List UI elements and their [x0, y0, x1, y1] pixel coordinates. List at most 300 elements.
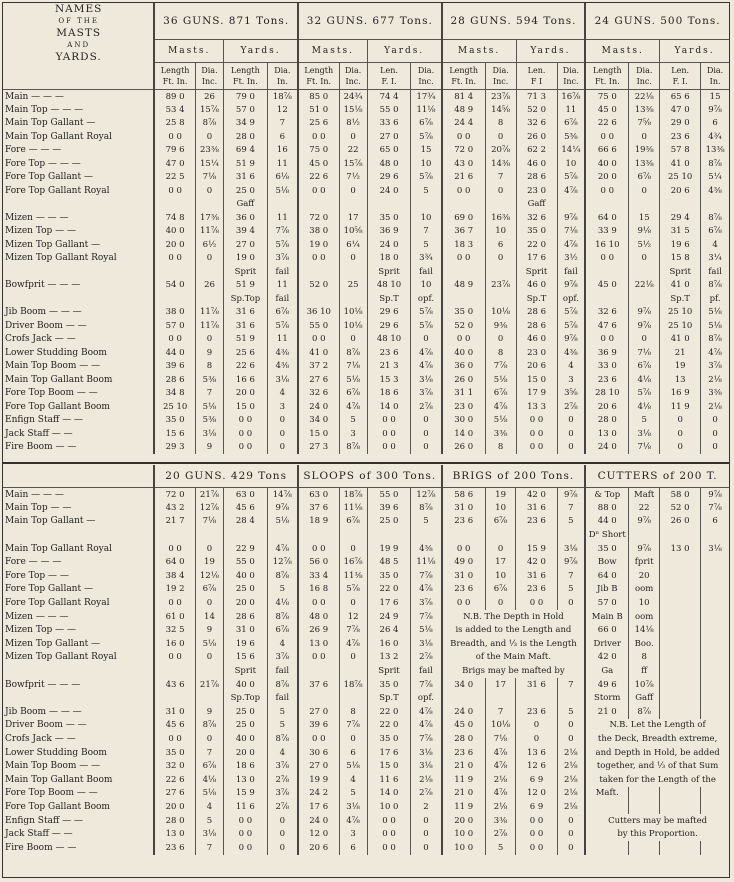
table-cell: 2⅛ — [557, 787, 585, 801]
table-cell: 5⅜ — [195, 373, 223, 387]
table-cell: 6 9 — [516, 800, 557, 814]
table-cell: 10⅛ — [339, 319, 367, 333]
table-cell: 17 9 — [516, 387, 557, 401]
table-row — [3, 333, 729, 347]
table-cell: 61 0 — [154, 610, 195, 624]
table-cell: 11 — [557, 103, 585, 117]
table-cell: 27 6 — [154, 787, 195, 801]
table-cell: Dⁿ Short — [585, 528, 629, 542]
table-cell: 22 5 — [154, 171, 195, 185]
table-cell: 25 6 — [298, 117, 339, 131]
table-row — [3, 414, 729, 428]
table-cell: 8 — [485, 346, 516, 360]
ship-class-header: 20 GUNS. 429 Tons — [154, 465, 298, 488]
table-cell: 15 — [629, 211, 660, 225]
table-cell: 9⅞ — [557, 555, 585, 569]
table-cell: 12⅛ — [195, 569, 223, 583]
table-cell: 28 4 — [224, 515, 268, 529]
table-cell: 3⅞ — [267, 787, 298, 801]
table-cell: 27 0 — [367, 130, 411, 144]
table-cell: 8⅞ — [411, 501, 442, 515]
table-cell: 23 6 — [442, 515, 486, 529]
table-cell: 4⅞ — [701, 346, 729, 360]
table-cell: 28 6 — [224, 610, 268, 624]
table-cell: 57 0 — [585, 596, 629, 610]
table-cell: 10⅞ — [629, 678, 660, 692]
table-cell — [701, 705, 729, 719]
table-cell: fail — [411, 664, 442, 678]
table-cell: 6 — [485, 238, 516, 252]
table-cell: 23 0 — [516, 346, 557, 360]
table-cell — [154, 691, 195, 705]
table-cell: 25 0 — [224, 719, 268, 733]
table-cell: 0 0 — [298, 333, 339, 347]
table-cell: 7 — [195, 387, 223, 401]
table-cell — [154, 265, 195, 279]
table-row — [3, 787, 729, 801]
table-cell: 31 0 — [224, 623, 268, 637]
table-cell: 6⅞ — [339, 387, 367, 401]
table-cell: 11⅞ — [195, 225, 223, 239]
table-cell: 27 0 — [298, 705, 339, 719]
table-cell: 0 — [557, 732, 585, 746]
table-cell — [411, 528, 442, 542]
table-cell: 10 — [411, 279, 442, 293]
table-cell: 17 6 — [298, 800, 339, 814]
table-cell: 0 — [411, 441, 442, 455]
table-cell: 5⅞ — [411, 130, 442, 144]
table-cell: 27 0 — [224, 238, 268, 252]
table-cell: 5⅞ — [339, 583, 367, 597]
table-row — [3, 542, 729, 556]
table-cell: together, and ⅓ of that Sum — [585, 759, 729, 773]
table-cell: 31 6 — [224, 319, 268, 333]
row-label: Mizen — — — — [5, 212, 69, 223]
col-length — [224, 63, 268, 90]
table-cell: 7 — [557, 678, 585, 692]
table-cell — [195, 664, 223, 678]
col-length-label: Length — [449, 66, 479, 75]
row-label: Main Top — — — [5, 502, 72, 513]
table-cell: 26 0 — [442, 441, 486, 455]
row-label: Main Top Gallant — — [5, 516, 96, 527]
table-cell: 0 0 — [298, 651, 339, 665]
table-cell: 3 — [557, 373, 585, 387]
table-cell: 23 6 — [154, 841, 195, 855]
col-unit: Inc. — [418, 77, 434, 86]
table-cell: of the Main Maft. — [442, 651, 586, 665]
table-cell: 0 — [339, 333, 367, 347]
table-cell: 25 — [339, 279, 367, 293]
table-cell: 0 0 — [154, 184, 195, 198]
row-label: Main Top Gallant Boom — [5, 774, 113, 785]
row-label: Fire Boom — — — [5, 442, 77, 453]
table-cell: 7⅞ — [411, 678, 442, 692]
table-cell: 0 0 — [154, 542, 195, 556]
table-cell: 65 6 — [660, 90, 701, 104]
table-cell: 0 0 — [298, 252, 339, 266]
table-cell: 64 0 — [585, 569, 629, 583]
table-cell: 0 — [339, 252, 367, 266]
table-cell: 17 6 — [367, 746, 411, 760]
table-cell: 0 0 — [516, 596, 557, 610]
table-cell: 4⅛ — [195, 773, 223, 787]
table-cell: 25 0 — [224, 184, 268, 198]
table-cell: 85 0 — [298, 90, 339, 104]
table-cell: 38 0 — [154, 306, 195, 320]
table-cell: the Deck, Breadth extreme, — [585, 732, 729, 746]
table-cell: 8 — [629, 651, 660, 665]
table-cell: 8 — [339, 705, 367, 719]
table-cell: 5⅞ — [557, 319, 585, 333]
row-label: Jib Boom — — — — [5, 307, 82, 318]
table-cell: 15 8 — [660, 252, 701, 266]
table-cell: 24 0 — [367, 184, 411, 198]
table-cell: 23 6 — [516, 515, 557, 529]
table-cell: 0 — [267, 841, 298, 855]
table-cell: 6⅞ — [195, 759, 223, 773]
table-cell: 15 9 — [224, 787, 268, 801]
table-cell: 7⅛ — [339, 360, 367, 374]
table-cell: 4⅞ — [557, 238, 585, 252]
table-cell: 3⅛ — [411, 746, 442, 760]
table-cell: 31 6 — [224, 306, 268, 320]
table-cell: 6¼ — [339, 238, 367, 252]
table-cell: 6 — [339, 841, 367, 855]
table-cell: is added to the Length and — [442, 623, 586, 637]
table-cell: 9 — [195, 705, 223, 719]
table-cell: 51 0 — [298, 103, 339, 117]
table-cell: 0 — [485, 542, 516, 556]
table-cell: 5 — [629, 414, 660, 428]
table-cell: 26 9 — [298, 623, 339, 637]
table-cell: 6½ — [195, 238, 223, 252]
table-cell: 20 6 — [660, 184, 701, 198]
table-cell: 34 0 — [442, 678, 486, 692]
table-cell: 21 0 — [585, 705, 629, 719]
table-cell: 45 0 — [585, 103, 629, 117]
table-cell: 13⅜ — [629, 157, 660, 171]
col-unit: Inc. — [563, 77, 579, 86]
table-cell — [557, 198, 585, 212]
table-cell: 11 6 — [224, 800, 268, 814]
table-cell: 23 6 — [442, 746, 486, 760]
col-dia — [485, 63, 516, 90]
table-cell — [154, 198, 195, 212]
table-cell: 8½ — [339, 117, 367, 131]
table-cell: Ga — [585, 664, 629, 678]
table-cell: 0 0 — [367, 827, 411, 841]
table-cell: 0 0 — [367, 414, 411, 428]
table-cell: 12 — [267, 103, 298, 117]
table-cell: 13 0 — [585, 427, 629, 441]
table-cell — [298, 265, 339, 279]
table-cell: 5 — [195, 814, 223, 828]
table-row — [3, 319, 729, 333]
table-cell: 28 6 — [516, 319, 557, 333]
table-cell: 0 — [557, 427, 585, 441]
table-cell: 4⅞ — [411, 360, 442, 374]
masts-section-label: Masts. — [442, 40, 516, 63]
table-cell: 19 6 — [224, 637, 268, 651]
table-cell: fail — [411, 265, 442, 279]
table-cell — [442, 691, 486, 705]
table-cell: 5⅞ — [267, 238, 298, 252]
table-cell: 10 — [411, 157, 442, 171]
title-line: OF THE — [58, 17, 100, 25]
table-cell: 3⅛ — [267, 373, 298, 387]
table-cell: 64 0 — [154, 555, 195, 569]
table-cell: 11⅛ — [339, 501, 367, 515]
table-cell: 48 5 — [367, 555, 411, 569]
table-cell: 26 0 — [442, 373, 486, 387]
table-cell — [701, 841, 729, 855]
table-cell: 4⅞ — [411, 583, 442, 597]
table-cell: 15 6 — [154, 427, 195, 441]
table-cell: fail — [557, 265, 585, 279]
col-length-label: Len. — [527, 66, 546, 75]
table-cell: 16⅞ — [557, 90, 585, 104]
table-cell: 16⅞ — [339, 555, 367, 569]
table-cell: 25 10 — [660, 319, 701, 333]
table-cell — [585, 841, 629, 855]
table-cell: 58 0 — [660, 488, 701, 502]
table-row — [3, 238, 729, 252]
table-cell — [516, 528, 557, 542]
table-cell: 5 — [411, 184, 442, 198]
table-cell: Maft. — [585, 787, 629, 801]
table-cell: 0 0 — [585, 130, 629, 144]
table-cell: 6⅞ — [485, 387, 516, 401]
table-cell: 23 6 — [660, 130, 701, 144]
table-cell: 11⅞ — [195, 306, 223, 320]
table-cell: 22 9 — [224, 542, 268, 556]
table-cell: 5⅞ — [411, 319, 442, 333]
table-cell — [442, 528, 486, 542]
table-cell: 0 — [629, 252, 660, 266]
table-cell: 20 6 — [298, 841, 339, 855]
table-cell: 0 0 — [298, 130, 339, 144]
table-row — [3, 841, 729, 855]
table-cell: 0 0 — [442, 333, 486, 347]
table-cell: 9⅞ — [629, 515, 660, 529]
upper-table — [3, 3, 729, 454]
table-row — [3, 719, 729, 733]
table-cell: 14 0 — [442, 427, 486, 441]
table-cell: 19 — [660, 360, 701, 374]
table-cell: 40 0 — [224, 569, 268, 583]
table-cell: 18 9 — [298, 515, 339, 529]
table-cell: 9 — [195, 441, 223, 455]
table-cell: 62 2 — [516, 144, 557, 158]
table-cell: 16 10 — [585, 238, 629, 252]
table-cell: 23 6 — [585, 373, 629, 387]
table-cell: 11 9 — [442, 773, 486, 787]
table-cell: 5 — [485, 841, 516, 855]
table-cell: 4⅞ — [485, 787, 516, 801]
table-cell: 22 0 — [367, 583, 411, 597]
table-cell — [701, 691, 729, 705]
table-cell: 47 0 — [154, 157, 195, 171]
table-cell: Sprit — [224, 265, 268, 279]
table-cell: 19 9 — [367, 542, 411, 556]
table-cell — [660, 610, 701, 624]
table-row — [3, 678, 729, 692]
table-cell: 5⅞ — [411, 306, 442, 320]
col-dia-label: Dia. — [417, 66, 435, 75]
table-cell: 65 0 — [367, 144, 411, 158]
row-label: Bowfprit — — — — [5, 280, 81, 291]
table-cell: 69 4 — [224, 144, 268, 158]
table-cell: 6 — [701, 117, 729, 131]
table-cell: 16⅜ — [485, 211, 516, 225]
table-cell: 2⅛ — [485, 773, 516, 787]
table-cell: 66 0 — [585, 623, 629, 637]
col-unit: Inc. — [636, 77, 652, 86]
table-cell — [629, 198, 660, 212]
table-row — [3, 427, 729, 441]
table-cell: 25 0 — [367, 515, 411, 529]
table-cell: 28 0 — [224, 130, 268, 144]
table-cell: 3⅝ — [557, 387, 585, 401]
table-cell: 11 — [267, 279, 298, 293]
table-cell: 4⅞ — [411, 705, 442, 719]
table-cell: 4 — [195, 800, 223, 814]
table-cell: 81 4 — [442, 90, 486, 104]
table-cell: 6⅞ — [701, 225, 729, 239]
table-cell: 3 — [339, 427, 367, 441]
row-label: Main — — — — [5, 489, 64, 500]
table-cell: 4⅞ — [485, 746, 516, 760]
table-cell — [195, 528, 223, 542]
row-label: Mizen — — — — [5, 611, 69, 622]
table-cell: 5⅜ — [195, 414, 223, 428]
table-cell: 3⅛ — [629, 427, 660, 441]
table-cell: 32 6 — [516, 117, 557, 131]
table-cell: 5¼ — [701, 171, 729, 185]
table-cell: 37 2 — [298, 360, 339, 374]
table-cell: N.B. Let the Length of — [585, 719, 729, 733]
table-cell: 0 — [195, 252, 223, 266]
table-row — [3, 759, 729, 773]
table-cell: 46 0 — [516, 333, 557, 347]
table-row — [3, 637, 729, 651]
table-cell: 45 6 — [154, 719, 195, 733]
table-cell: 3⅛ — [195, 827, 223, 841]
table-cell: Sprit — [660, 265, 701, 279]
table-cell: 0 — [411, 827, 442, 841]
table-cell: 24 0 — [298, 814, 339, 828]
table-cell — [701, 569, 729, 583]
table-row — [3, 488, 729, 502]
table-cell — [660, 637, 701, 651]
table-cell: 11 9 — [660, 400, 701, 414]
table-row — [3, 651, 729, 665]
table-cell: 22 6 — [154, 773, 195, 787]
row-label: Crofs Jack — — — [5, 334, 76, 345]
table-cell: 35 0 — [585, 542, 629, 556]
table-cell: 21 — [660, 346, 701, 360]
table-cell — [485, 292, 516, 306]
table-cell — [557, 691, 585, 705]
row-label: Enfign Staff — — — [5, 415, 84, 426]
table-cell: 42 0 — [516, 488, 557, 502]
table-cell: 35 0 — [367, 211, 411, 225]
table-cell: opf. — [411, 691, 442, 705]
table-cell: 49 0 — [442, 555, 486, 569]
table-cell: 3½ — [557, 252, 585, 266]
table-cell: 45 0 — [585, 279, 629, 293]
table-cell: 4⅞ — [339, 814, 367, 828]
table-cell: 0 — [195, 596, 223, 610]
table-cell: 17 — [339, 211, 367, 225]
table-cell: 14 0 — [367, 787, 411, 801]
table-cell: 31 6 — [224, 171, 268, 185]
masts-yards-table-page — [2, 2, 730, 878]
table-cell: 20 0 — [442, 814, 486, 828]
table-cell: 88 0 — [585, 501, 629, 515]
table-cell: 28 0 — [585, 414, 629, 428]
table-cell: 22 — [339, 144, 367, 158]
table-cell: 15 3 — [367, 373, 411, 387]
masts-section-label: Masts. — [298, 40, 367, 63]
table-cell: 5⅛ — [339, 373, 367, 387]
table-row — [3, 569, 729, 583]
table-cell: 36 7 — [442, 225, 486, 239]
table-cell: 21⅞ — [195, 488, 223, 502]
table-cell: 6 — [339, 746, 367, 760]
table-cell: 8⅞ — [195, 719, 223, 733]
table-cell: 22 6 — [224, 360, 268, 374]
table-cell: 2⅞ — [485, 827, 516, 841]
table-cell: 35 0 — [154, 414, 195, 428]
table-cell: 4⅜ — [701, 184, 729, 198]
table-cell: fail — [267, 292, 298, 306]
section-divider — [3, 462, 729, 464]
table-cell: 9⅞ — [701, 488, 729, 502]
table-cell: 5 — [557, 705, 585, 719]
table-cell — [298, 528, 339, 542]
table-cell: 3⅛ — [339, 800, 367, 814]
col-unit: F. I. — [672, 77, 688, 86]
table-cell: 79 0 — [224, 90, 268, 104]
table-cell: Sp.T — [516, 292, 557, 306]
table-cell: 5⅛ — [267, 515, 298, 529]
table-cell: N.B. The Depth in Hold — [442, 610, 586, 624]
table-row — [3, 691, 729, 705]
table-cell: 26 0 — [516, 130, 557, 144]
table-cell: 10 — [629, 596, 660, 610]
row-label: Bowfprit — — — — [5, 679, 81, 690]
table-cell: 14⅝ — [485, 103, 516, 117]
table-cell: 5 — [339, 787, 367, 801]
table-cell: 5⅛ — [195, 400, 223, 414]
table-cell: 17¾ — [411, 90, 442, 104]
table-cell: 7⅛ — [195, 171, 223, 185]
table-cell: 4⅞ — [339, 400, 367, 414]
table-row — [3, 144, 729, 158]
table-cell: 5 — [411, 238, 442, 252]
table-cell: 4 — [267, 387, 298, 401]
table-cell — [629, 841, 660, 855]
table-cell — [660, 678, 701, 692]
table-cell: 0 0 — [442, 130, 486, 144]
table-cell: 0 0 — [224, 827, 268, 841]
table-cell: 15 0 — [298, 427, 339, 441]
table-cell: 6⅞ — [629, 171, 660, 185]
table-cell: 2⅛ — [701, 400, 729, 414]
table-cell: 3¾ — [411, 252, 442, 266]
